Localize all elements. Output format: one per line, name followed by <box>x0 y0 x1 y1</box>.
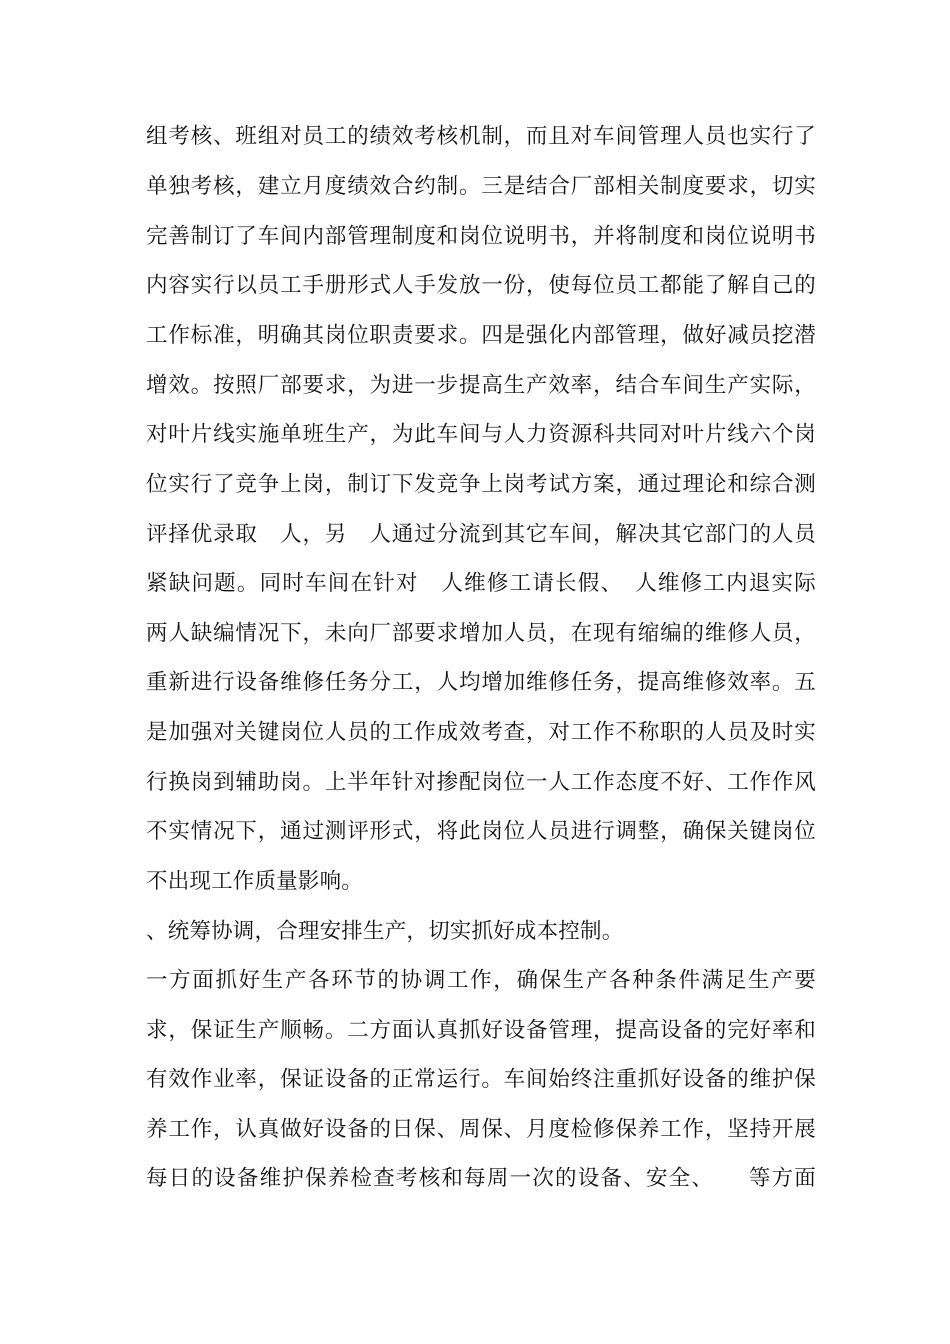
text-line: 不实情况下，通过测评形式，将此岗位人员进行调整，确保关键岗位 <box>146 819 816 844</box>
section-heading: 、统筹协调，合理安排生产，切实抓好成本控制。 <box>146 919 624 944</box>
text-line: 养工作，认真做好设备的日保、周保、月度检修保养工作，坚持开展 <box>146 1117 816 1142</box>
text-line: 评择优录取 人，另 人通过分流到其它车间，解决其它部门的人员 <box>146 522 816 547</box>
text-line: 完善制订了车间内部管理制度和岗位说明书，并将制度和岗位说明书 <box>146 224 816 249</box>
text-line: 不出现工作质量影响。 <box>146 869 364 894</box>
text-line: 紧缺问题。同时车间在针对 人维修工请长假、 人维修工内退实际 <box>146 571 816 596</box>
text-line: 有效作业率，保证设备的正常运行。车间始终注重抓好设备的维护保 <box>146 1067 816 1092</box>
text-line: 对叶片线实施单班生产，为此车间与人力资源科共同对叶片线六个岗 <box>146 422 816 447</box>
text-line: 工作标准，明确其岗位职责要求。四是强化内部管理，做好减员挖潜 <box>146 323 816 348</box>
text-line: 是加强对关键岗位人员的工作成效考查，对工作不称职的人员及时实 <box>146 720 816 745</box>
text-line: 单独考核，建立月度绩效合约制。三是结合厂部相关制度要求，切实 <box>146 174 816 199</box>
text-line: 行换岗到辅助岗。上半年针对掺配岗位一人工作态度不好、工作作风 <box>146 770 816 795</box>
text-line: 位实行了竞争上岗，制订下发竞争上岗考试方案，通过理论和综合测 <box>146 472 816 497</box>
text-line: 增效。按照厂部要求，为进一步提高生产效率，结合车间生产实际， <box>146 373 816 398</box>
text-line: 两人缺编情况下，未向厂部要求增加人员，在现有缩编的维修人员， <box>146 621 816 646</box>
text-line: 重新进行设备维修任务分工，人均增加维修任务，提高维修效率。五 <box>146 670 816 695</box>
text-line: 一方面抓好生产各环节的协调工作，确保生产各种条件满足生产要 <box>146 968 816 993</box>
text-line: 组考核、班组对员工的绩效考核机制，而且对车间管理人员也实行了 <box>146 124 816 149</box>
text-line: 内容实行以员工手册形式人手发放一份，使每位员工都能了解自己的 <box>146 273 816 298</box>
text-line: 求，保证生产顺畅。二方面认真抓好设备管理，提高设备的完好率和 <box>146 1018 816 1043</box>
text-line: 每日的设备维护保养检查考核和每周一次的设备、安全、 等方面 <box>146 1166 816 1191</box>
